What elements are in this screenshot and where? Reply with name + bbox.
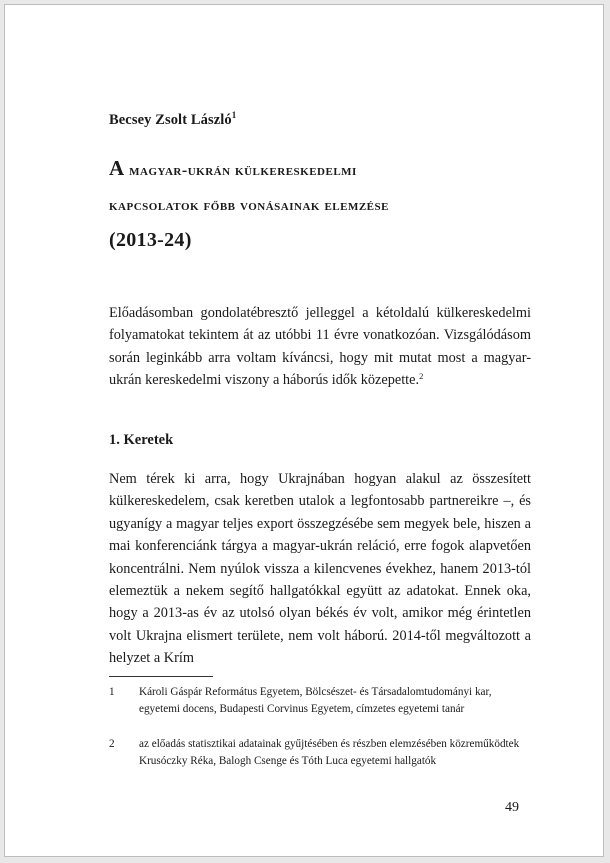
- intro-footnote-ref[interactable]: 2: [419, 371, 424, 382]
- author-line: [109, 110, 236, 129]
- footnote-2-text: az előadás statisztikai adatainak gyűjtésében és részben elemzésében közreműködtek Krusóczky Réka, Balogh Csenge és Tóth Luca egyetemi hallgatók: [139, 738, 520, 768]
- footnote-1-text: Károli Gáspár Református Egyetem, Bölcsészet- és Társadalomtudományi kar, egyetemi docens, Budapesti Corvinus Egyetem, címzetes egyetemi tanár: [139, 686, 492, 716]
- author-name: Becsey Zsolt László: [109, 112, 232, 128]
- footnote-divider: [109, 676, 213, 677]
- section-paragraph: Nem térek ki arra, hogy Ukrajnában hogyan alakul az összesített külkereskedelem, csak keretben utalok a legfontosabb partnereikre –, és ugyanígy a magyar teljes export összegzésébe sem megyek bele, hiszen a mai konferenciánk tárgya a magyar-ukrán reláció, erre fogok alapvetően koncentrálni. Nem nyúlok vissza a kilencvenes évekhez, hanem 2013-tól elemeztük a nekem segítő hallgatókkal együtt az adatokat. Ennek oka, hogy a 2013-as év az utolsó olyan békés év volt, amikor még érintetlen volt Ukrajna elismert területe, nem volt háború. 2014-től megváltozott a helyzet a Krím: [109, 471, 531, 667]
- title-line-1: [109, 151, 529, 188]
- document-page: [4, 4, 604, 857]
- intro-paragraph: [109, 302, 531, 392]
- title-line-1-rest: magyar-ukrán külkereskedelmi: [129, 162, 357, 179]
- page-number: 49: [505, 800, 519, 815]
- section-heading: 1. Keretek: [109, 432, 174, 448]
- intro-text: Előadásomban gondolatébresztő jelleggel a kétoldalú külkereskedelmi folyamatokat tekintem át az utóbbi 11 évre vonatkozóan. Vizsgálódásom során leginkább arra voltam kíváncsi, hogy mit mutat most a magyar-ukrán kereskedelmi viszony a háborús idők közepette.: [109, 305, 531, 389]
- footnote-1-number: 1: [109, 686, 115, 698]
- footnote-2-number: 2: [109, 738, 115, 750]
- title-line-3: (2013-24): [109, 229, 192, 251]
- title-line-2: kapcsolatok főbb vonásainak elemzése: [109, 197, 389, 214]
- author-footnote-ref[interactable]: 1: [231, 110, 237, 120]
- article-title: [109, 151, 529, 258]
- title-initial: A: [109, 156, 125, 180]
- footnote-1: [109, 684, 531, 719]
- footnote-2: [109, 736, 531, 771]
